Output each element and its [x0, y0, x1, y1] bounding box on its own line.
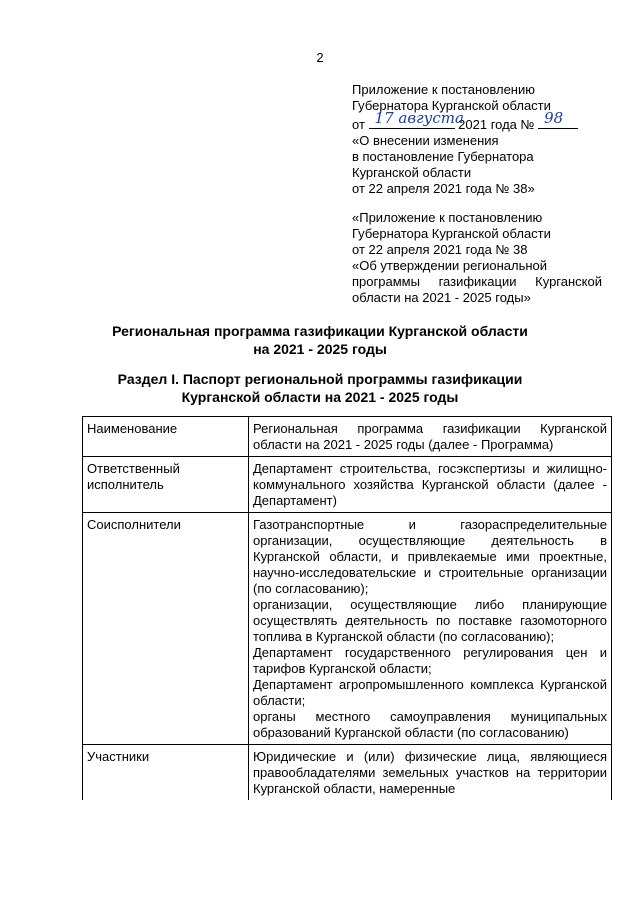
appendix-date-line [352, 109, 612, 133]
appendix-line: области на 2021 - 2025 годы» [352, 290, 531, 305]
passport-row [83, 417, 612, 457]
page-number: 2 [316, 50, 324, 65]
passport-row [83, 745, 612, 801]
passport-paragraph: Департамент агропромышленного комплекса Курганской области; [253, 677, 607, 708]
date-middle: 2021 года № [458, 117, 535, 132]
section-title-line: Курганской области на 2021 - 2025 годы [181, 389, 459, 405]
passport-label: Ответственный исполнитель [83, 457, 249, 513]
section-title-line: Раздел I. Паспорт региональной программы газификации [117, 371, 523, 387]
appendix-line: в постановление Губернатора [352, 149, 534, 164]
appendix-line: программы газификации Курганской [352, 274, 602, 289]
passport-label: Соисполнители [83, 513, 249, 745]
passport-value [249, 417, 612, 457]
passport-label: Участники [83, 745, 249, 801]
handwritten-date-field [369, 109, 464, 129]
handwritten-date: 17 августа [374, 109, 464, 127]
passport-paragraph: организации, осуществляющие либо планирующие осуществлять деятельность по поставке газомоторного топлива в Курганской области (по согласованию); [253, 597, 607, 644]
passport-paragraph: Департамент строительства, госэкспертизы и жилищно-коммунального хозяйства Курганской области (далее - Департамент) [253, 461, 607, 508]
passport-table [82, 416, 612, 800]
passport-paragraph: Газотранспортные и газораспределительные организации, осуществляющие деятельность в Курганской области, и привлекаемые ими проектные, научно-исследовательские и строительные организации (по согласованию); [253, 517, 607, 596]
appendix-line: Губернатора Курганской области [352, 98, 551, 113]
appendix-line: «Об утверждении региональной [352, 258, 548, 273]
passport-row [83, 457, 612, 513]
passport-value [249, 513, 612, 745]
handwritten-number: 98 [544, 109, 564, 127]
program-title [0, 322, 640, 358]
passport-row [83, 513, 612, 745]
passport-paragraph: Департамент государственного регулирования цен и тарифов Курганской области; [253, 645, 607, 676]
passport-label: Наименование [83, 417, 249, 457]
passport-paragraph: органы местного самоуправления муниципальных образований Курганской области (по согласованию) [253, 709, 607, 740]
date-prefix: от [352, 117, 365, 132]
passport-paragraph: Региональная программа газификации Курганской области на 2021 - 2025 годы (далее - Программа) [253, 421, 607, 452]
program-title-line: на 2021 - 2025 годы [253, 341, 387, 357]
appendix-line: «Приложение к постановлению [352, 210, 543, 225]
appendix-line: Приложение к постановлению [352, 82, 535, 97]
appendix-line: «О внесении изменения [352, 133, 499, 148]
handwritten-number-field [538, 109, 578, 129]
appendix-line: Курганской области [352, 165, 472, 180]
passport-value [249, 457, 612, 513]
appendix-line: Губернатора Курганской области [352, 226, 551, 241]
appendix-line: от 22 апреля 2021 года № 38 [352, 242, 528, 257]
appendix-heading-original [352, 210, 612, 306]
appendix-heading [352, 82, 612, 197]
section-title [0, 370, 640, 406]
passport-value [249, 745, 612, 801]
program-title-line: Региональная программа газификации Курганской области [112, 323, 528, 339]
passport-paragraph: Юридические и (или) физические лица, являющиеся правообладателями земельных участков на территории Курганской области, намеренные [253, 749, 607, 796]
appendix-line: от 22 апреля 2021 года № 38» [352, 181, 535, 196]
